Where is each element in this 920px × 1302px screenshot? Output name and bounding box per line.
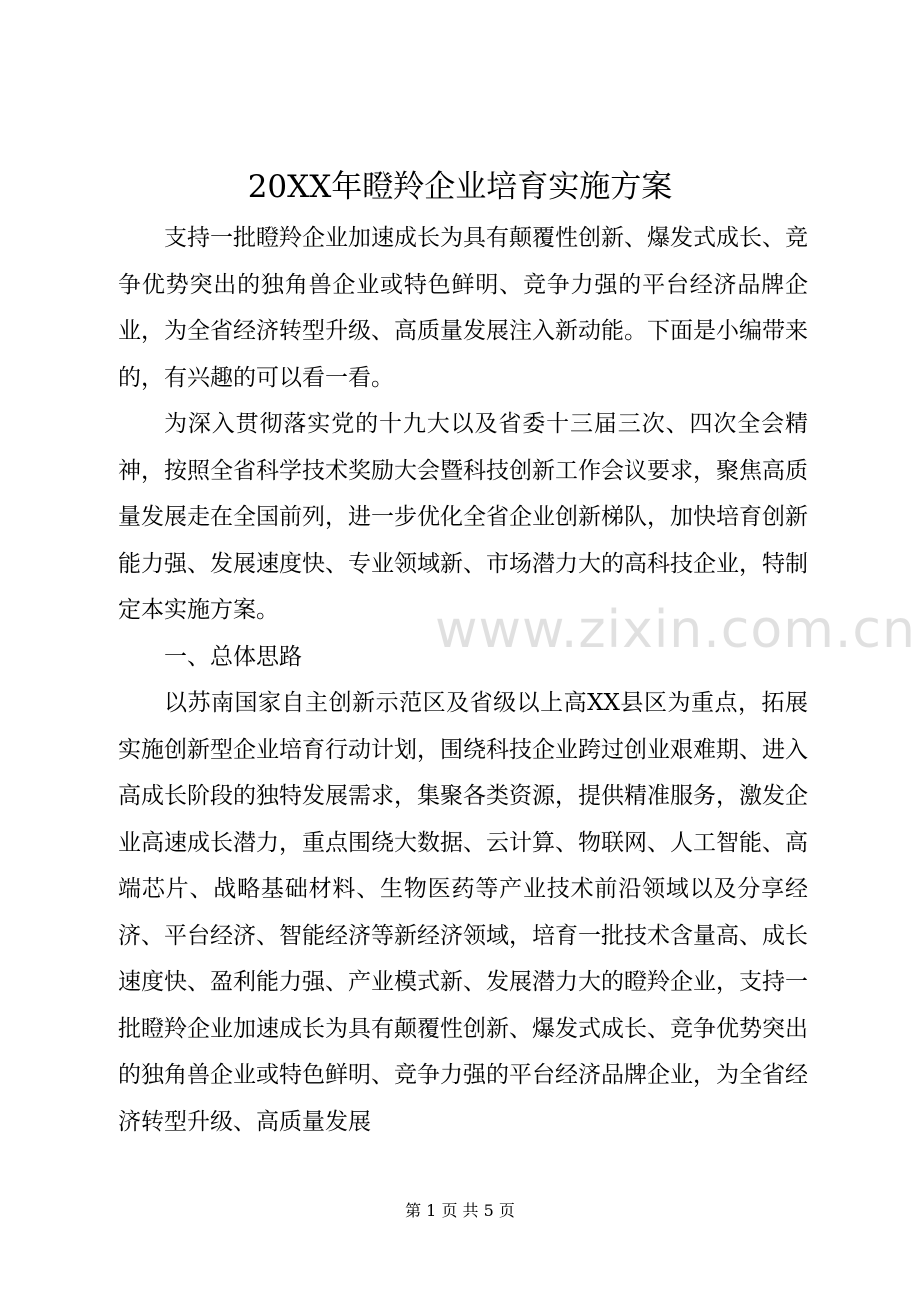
section-heading-overall-idea: 一、总体思路 <box>164 643 302 670</box>
document-title: 20XX年瞪羚企业培育实施方案 <box>247 169 673 205</box>
page-footer: 第 1 页 共 5 页 <box>405 1201 515 1220</box>
watermark: www.zixin.com.cn <box>435 600 916 660</box>
document-body <box>118 215 808 1145</box>
paragraph-overall-idea: 以苏南国家自主创新示范区及省级以上高XX县区为重点，拓展实施创新型企业培育行动计划，围绕科技企业跨过创业艰难期、进入高成长阶段的独特发展需求，集聚各类资源，提供精准服务，激发企业高速成长潜力，重点围绕大数据、云计算、物联网、人工智能、高端芯片、战略基础材料、生物医药等产业技术前沿领域以及分享经济、平台经济、智能经济等新经济领域，培育一批技术含量高、成长速度快、盈利能力强、产业模式新、发展潜力大的瞪羚企业，支持一批瞪羚企业加速成长为具有颠覆性创新、爆发式成长、竞争优势突出的独角兽企业或特色鲜明、竞争力强的平台经济品牌企业，为全省经济转型升级、高质量发展 <box>118 690 808 1135</box>
paragraph-intro: 支持一批瞪羚企业加速成长为具有颠覆性创新、爆发式成长、竞争优势突出的独角兽企业或特色鲜明、竞争力强的平台经济品牌企业，为全省经济转型升级、高质量发展注入新动能。下面是小编带来的，有兴趣的可以看一看。 <box>118 225 808 391</box>
paragraph-background: 为深入贯彻落实党的十九大以及省委十三届三次、四次全会精神，按照全省科学技术奖励大会暨科技创新工作会议要求，聚焦高质量发展走在全国前列，进一步优化全省企业创新梯队，加快培育创新能力强、发展速度快、专业领域新、市场潜力大的高科技企业，特制定本实施方案。 <box>118 411 808 623</box>
